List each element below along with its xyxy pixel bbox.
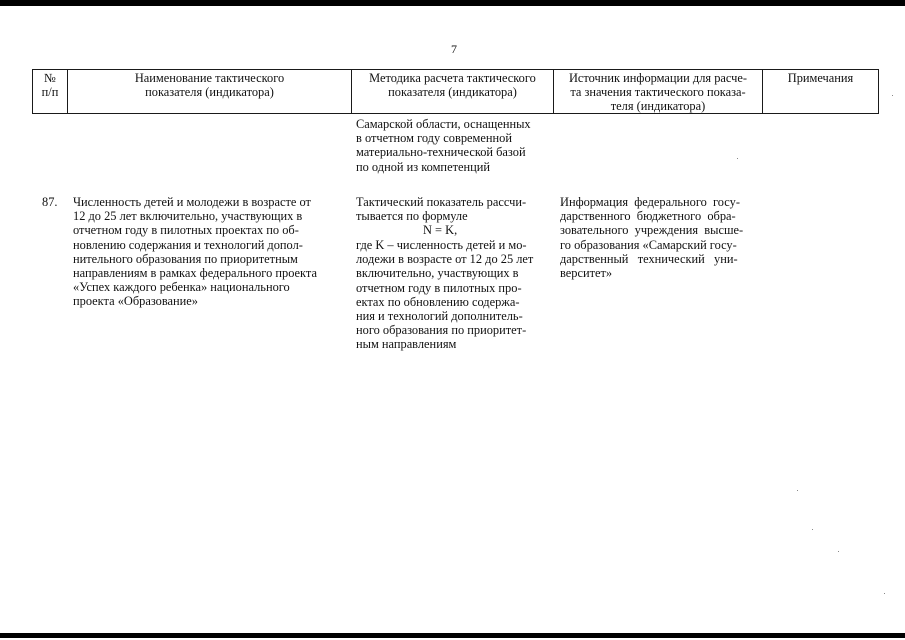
indicator-name-text: Численность детей и молодежи в возрасте от 12 до 25 лет включительно, участвующих в отчетном году в пилотных проектах по об- новлению содержания и технологий допол- нительного образования по приоритетным направлениям в рамках федерального проекта «Успех каждого ребенка» национального проекта «Образование» [73, 195, 317, 309]
formula-text: N = K, [423, 223, 458, 237]
header-indicator-name: Наименование тактического показателя (индикатора) [134, 71, 285, 100]
header-notes: Примечания [787, 71, 854, 85]
scan-speck [812, 529, 813, 530]
method-continuation-text: Самарской области, оснащенных в отчетном году современной материально-технической базой по одной из компетенций [356, 117, 531, 174]
header-information-source: Источник информации для расче- та значения тактического показа- теля (индикатора) [568, 71, 747, 114]
top-border-bar [0, 0, 905, 6]
header-calculation-method: Методика расчета тактического показателя (индикатора) [369, 71, 536, 100]
page-number: 7 [451, 42, 457, 56]
header-divider [878, 69, 879, 114]
header-number: № п/п [41, 71, 59, 100]
scan-speck [884, 593, 885, 594]
method-intro-text: Тактический показатель рассчи- тывается по формуле [356, 195, 527, 224]
scan-speck [797, 490, 798, 491]
row-number: 87. [42, 195, 58, 209]
scan-speck [838, 551, 839, 552]
scan-speck [737, 158, 738, 159]
method-description-text: где K – численность детей и мо- лодежи в возрасте от 12 до 25 лет включительно, участвующих в отчетном году в пилотных про- ектах по обновлению содержа- ния и технологий дополнитель- ного образования по приоритет- ным направлениям [356, 238, 534, 352]
information-source-text: Информация федерального госу- дарственного бюджетного обра- зовательного учреждения высше- го образования «Самарский госу- дарственный технический уни- верситет» [560, 195, 744, 281]
header-top-line [32, 69, 879, 70]
scan-speck [892, 95, 893, 96]
bottom-border-bar [0, 633, 905, 638]
